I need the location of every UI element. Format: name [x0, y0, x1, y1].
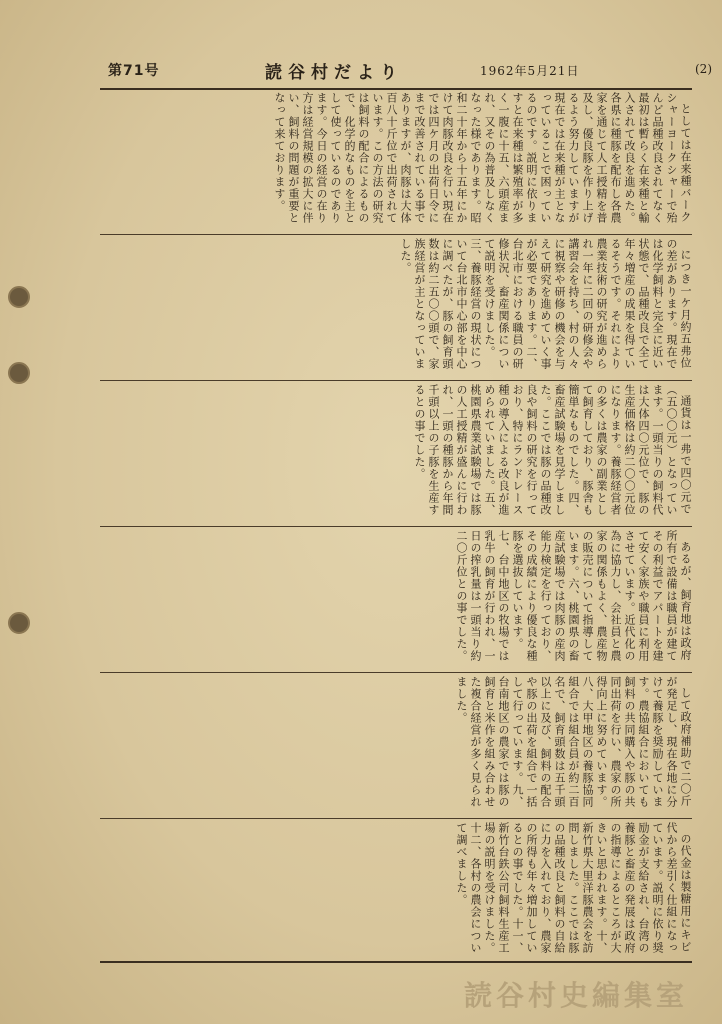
tier-divider	[100, 672, 692, 673]
tier-divider	[100, 380, 692, 381]
issue-number: 第71号	[108, 63, 160, 79]
binding-hole	[8, 362, 30, 384]
tier-divider	[100, 234, 692, 235]
page-header	[100, 56, 712, 88]
tier-text: としては在来種バークシャーヨークシャーで殆んど品種改良されてなく最初は暫らく在来種と輸入されて改良を進めた。各県に種豚を配布し各農家を通じて人工授精を普及し、優良豚を作り上げるよう努力していますが現在では在来種が主となっていることで困っているのです。説明に依りますと在来種は繁殖率が多く一腹に十五、六頭産まれ、又その為普及しなくなった様であります。昭和二十年から十五年にかけて肉豚改良を行い現在では四ケ月の出荷日令にまで改善されている事でありますが、肉豚は大体百八十斤位で出荷されています。この方法の研究は飼料の配合によるもので、化学的なものを主として使っているのであります。今日の経営の在り方は経営規模の拡大に伴い、飼料の問題が重要となって来ております。	[273, 92, 692, 224]
tier-text: につき一ケ月約五弗位の差があります。現在では化学飼料と完全に近い状態で、品種改良で全て年々増産の成果を得ているそうです。それにより農業技術の研究が進められ一年に二回の研修会や講習会を持ち、村の人々に視察や研修の機会を与えて研究を進めていく事が必要であります。二、台北市における職員の研修状況、畜産関係について説明を受けました。三、養豚経営の現状について台北市中心部を中心に調べたが、豚の飼育頭数は約二五〇〇頭で、家族経営が主となっていました。	[399, 238, 692, 370]
article-body	[100, 92, 692, 958]
text-tier-3	[100, 384, 692, 522]
text-tier-5	[100, 676, 692, 814]
tier-divider	[100, 818, 692, 819]
text-tier-1	[100, 92, 692, 230]
tier-text: あるが、飼育地は政府所有で設備は職員が建てその利益でアパートを建て安く家族や職員に利用させています。近代化の為に協力し、会社員と農家の関係もよく、農産物の販売について指導しています。六、桃園県の畜産試験場では肉豚の産肉能力検定を行っており、その成績により優良な種豚を選抜しています。七、台中地区の牧場では乳牛の飼育が行われ、一日の搾乳量は一頭当り約二〇斤位との事でした。	[455, 530, 692, 662]
text-tier-4	[100, 530, 692, 668]
binding-hole	[8, 612, 30, 634]
text-tier-2	[100, 238, 692, 376]
newspaper-title: 読谷村だより	[265, 63, 403, 83]
tier-text: 通貨は一弗で四〇元で（五〇〇元）となっています。一頭当りの飼料代は大体四〇元位で、豚の生産価格は約二〇〇元位になります。養豚経営者の多くは農家の副業として飼育しており、豚舎も簡単なものでした。四、畜産試験場を見学しました。ここでは豚の品種改良や飼料の研究を行っており、特にランドレース種の導入による改良が進められていました。五、桃園県農業試験場では豚の人工授精が盛んに行われ、一頭の種豚から年間千頭以上の子豚を生産するとの事でした。	[413, 384, 692, 516]
publication-date: 1962年5月21日	[480, 64, 580, 78]
archive-watermark: 読谷村史編集室	[463, 979, 688, 1012]
tier-text: の代金は製糖用にキビ代から差引く仕組になっています。説明に依り奨励金が支給され、台湾の養豚と畜産の発展は政府の指導によるところが大きいと思われます。十、新竹県大里洋豚農会を訪問しました。ここでは豚の品種改良と飼料の自給に力を入れており、農家の所得も年々増加しているとの事でした。十一、新竹台鉄公司飼料生産工場の説明を受けました。十二、各村の農会について調べました。	[455, 822, 692, 954]
binding-hole	[8, 286, 30, 308]
tier-text: して政府補助で二〇斤が発足し、現在各地に分けて養豚を奨励しています。農協組合においても飼料の共同購入や豚の共同出荷を行い、農家の所得向上に努めています。八、大甲地区の養豚協同組合では組合員が約二百名で、飼育頭数は五千頭以上に及び、飼料の配合や豚の出荷を組合で一括して行っています。九、台南地区の農家では豚の飼育と米作を組み合わせた複合経営が多く見られました。	[455, 676, 692, 808]
page-number: (2)	[695, 62, 712, 76]
header-rule	[100, 88, 692, 90]
footer-rule	[100, 961, 692, 963]
tier-divider	[100, 526, 692, 527]
text-tier-6	[100, 822, 692, 956]
